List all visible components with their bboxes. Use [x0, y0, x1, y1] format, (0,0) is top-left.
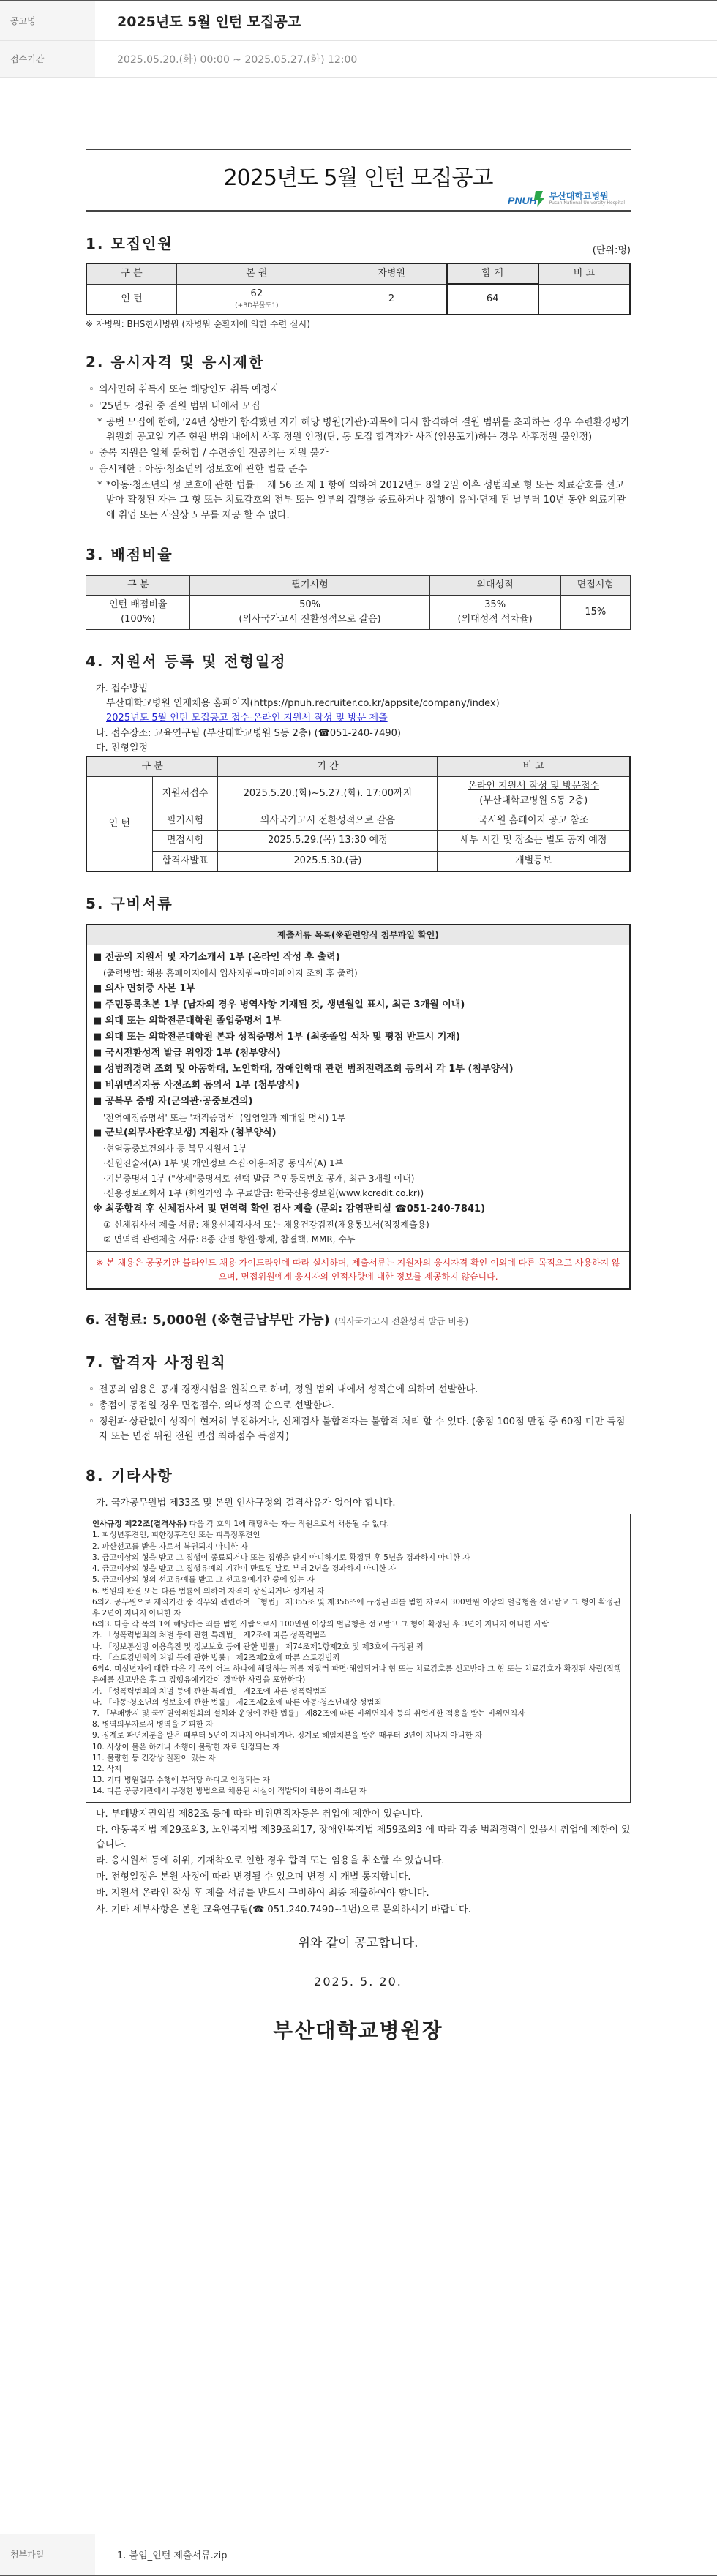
schedule-name: 지원서접수 [152, 776, 218, 811]
selection-item: ◦ 전공의 임용은 공개 경쟁시험을 원칙으로 하며, 정원 범위 내에서 성적순에 의하여 선발한다. [86, 1383, 631, 1397]
law-line: 5. 금고이상의 형의 선고유예를 받고 그 선고유예기간 중에 있는 자 [92, 1575, 315, 1585]
score-written: 50% (의사국가고시 전환성적으로 갈음) [190, 595, 429, 629]
score-interview: 15% [560, 595, 630, 629]
meta-title-row [0, 0, 717, 41]
document-item: ■ 의대 또는 의학전문대학원 졸업증명서 1부 [93, 1015, 282, 1026]
meta-title-label: 공고명 [0, 1, 95, 40]
recruit-footnote: ※ 자병원: BHS한세병원 (자병원 순환제에 의한 수련 실시) [86, 318, 310, 329]
law-line: 4. 금고이상의 형을 받고 그 집행유예의 기간이 만료된 날로 부터 2년을 경과하지 아니한 자 [92, 1564, 397, 1574]
schedule-header: 구 분 [86, 756, 218, 777]
recruit-header: 자병원 [337, 263, 447, 284]
notice-meta [0, 0, 717, 78]
score-row-label: 인턴 배점비율 (100%) [86, 595, 190, 629]
score-header: 필기시험 [190, 575, 429, 595]
notice-date: 2025. 5. 20. [314, 1975, 402, 1989]
law-line: 가. 「성폭력범죄의 처벌 등에 관한 특례법」 제2조에 따른 성폭력범죄 [92, 1686, 328, 1696]
schedule-period: 2025.5.29.(목) 13:30 예정 [218, 831, 438, 851]
recruit-main-cell [177, 284, 337, 315]
section-6-heading: 6. 전형료: 5,000원 (※현금납부만 가능) (의사국가고시 전환성적 발급 비용) [86, 1312, 469, 1328]
law-line: 7. 「부패방지 및 국민권익위원회의 설치와 운영에 관한 법률」 제82조에 따른 비위면직자 등의 취업제한 적용을 받는 비위면직자 [92, 1708, 525, 1718]
recruit-header: 구 분 [86, 263, 177, 284]
law-line: 6의2. 공무원으로 재직기간 중 직무와 관련하여 「형법」 제355조 및 제356조에 규정된 죄를 범한 자로서 300만원 이상의 벌금형을 선고받고 그 형이 확정된 후 2년이 지나지 아니한 자 [92, 1597, 621, 1618]
law-line: 13. 기타 병원업무 수행에 부적당 하다고 인정되는 자 [92, 1776, 270, 1785]
recruit-header: 본 원 [177, 263, 337, 284]
eligibility-item: * *아동·청소년의 성 보호에 관한 법률」 제 56 조 제 1 항에 의하여 2012년도 8월 2일 이후 성범죄로 형 또는 치료감호를 선고 받아 확정된 자는 그 형 또는 치료감호의 전부 또는 일부의 집행을 종료하거나 집행이 유예·면제 된 날부터 10년 동안 의료기관에 취업 또는 사실상 노무를 제공 할 수 없다. [86, 478, 631, 522]
section-1-heading: 1. 모집인원 [86, 235, 173, 252]
schedule-label: 다. 전형일정 [96, 742, 149, 754]
misc-item: 사. 기타 세부사항은 본원 교육연구팀(☎ 051.240.7490~1번)으로 문의하시기 바랍니다. [96, 1904, 471, 1915]
recruit-main: 62 [250, 288, 263, 299]
score-table [86, 575, 631, 630]
document-item: ■ 주민등록초본 1부 (남자의 경우 병역사항 기재된 것, 생년월일 표시, 최근 3개월 이내) [93, 999, 465, 1010]
logo-name-kr: 부산대학교병원 [549, 191, 609, 202]
meta-period-label: 접수기간 [0, 41, 95, 77]
unit-label: (단위:명) [592, 245, 631, 256]
schedule-table [86, 756, 631, 872]
law-line: 11. 불량한 등 건강상 질환이 있는 자 [92, 1753, 216, 1762]
document-item: ■ 국시전환성적 발급 위임장 1부 (첨부양식) [93, 1048, 281, 1059]
eligibility-item: ◦ '25년도 정원 중 결원 범위 내에서 모집 [86, 399, 631, 414]
document-item: (출력방법: 채용 홈페이지에서 입사지원→마이페이지 조회 후 출력) [103, 968, 358, 979]
recruit-total: 64 [447, 284, 538, 315]
section-3-heading: 3. 배점비율 [86, 545, 173, 563]
schedule-period: 의사국가고시 전환성적으로 갈음 [218, 811, 438, 831]
blind-hiring-note: ※ 본 채용은 공공기관 블라인드 채용 가이드라인에 따라 실시하며, 제출서류는 지원자의 응시자격 확인 이외에 다른 목적으로 사용하지 않으며, 면접위원에게 응시자의 인적사항에 대한 정보를 제공하지 않습니다. [87, 1251, 629, 1288]
score-grades: 35% (의대성적 석차율) [429, 595, 560, 629]
meta-attach-label: 첨부파일 [0, 2534, 95, 2575]
score-header: 의대성적 [429, 575, 560, 595]
schedule-note: 개별통보 [438, 851, 630, 871]
eligibility-item: ◦ 중복 지원은 일체 불허함 / 수련중인 전공의는 지원 불가 [86, 446, 631, 461]
selection-list [86, 1383, 631, 1445]
meta-attach-row [0, 2534, 717, 2576]
schedule-name: 필기시험 [152, 811, 218, 831]
selection-item: ◦ 총점이 동점일 경우 면접점수, 의대성적 순으로 선발한다. [86, 1399, 631, 1413]
document-item: '전역예정증명서' 또는 '재직증명서' (입영일과 제대일 명시) 1부 [103, 1112, 346, 1123]
misc-a: 가. 국가공무원법 제33조 및 본원 인사규정의 결격사유가 없어야 합니다. [96, 1498, 396, 1509]
misc-item: 마. 전형일정은 본원 사정에 따라 변경될 수 있으며 변경 시 개별 통지합니다. [96, 1871, 411, 1883]
law-line: 1. 피성년후견인, 피한정후견인 또는 피특정후견인 [92, 1531, 260, 1540]
schedule-name: 면접시험 [152, 831, 218, 851]
schedule-group: 인 턴 [86, 776, 152, 871]
notice-document [86, 149, 631, 2046]
document-item: ※ 최종합격 후 신체검사서 및 면역력 확인 검사 제출 (문의: 감염관리실 ☎051-240-7841) [93, 1203, 486, 1214]
pnuh-logo-icon [508, 189, 546, 209]
law-line: 9. 징계로 파면처분을 받은 때부터 5년이 지나지 아니하거나, 징계로 해임처분을 받은 때부터 3년이 지나지 아니한 자 [92, 1731, 483, 1741]
document-item: ■ 전공의 지원서 및 자기소개서 1부 (온라인 작성 후 출력) [93, 952, 340, 964]
closing-text: 위와 같이 공고합니다. [298, 1935, 418, 1950]
law-line: 14. 다른 공공기관에서 부정한 방법으로 채용된 사실이 적발되어 채용이 취소된 자 [92, 1787, 367, 1796]
attachment-link[interactable]: 1. 붙임_인턴 제출서류.zip [117, 2550, 228, 2561]
score-header: 구 분 [86, 575, 190, 595]
misc-list [86, 1807, 631, 1918]
section-4-heading: 4. 지원서 등록 및 전형일정 [86, 653, 287, 671]
law-line: 2. 파산선고를 받은 자로서 복권되지 아니한 자 [92, 1542, 248, 1551]
selection-item: ◦ 정원과 상관없이 성적이 현저히 부진하거나, 신체검사 불합격자는 불합격 처리 할 수 있다. (총점 100점 만점 중 60점 미만 득점자 또는 면접 위원 전원 면접 최하점수 득점자) [86, 1415, 631, 1444]
notice-content [0, 78, 717, 2534]
law-line: 3. 금고이상의 형을 받고 그 집행이 종료되거나 또는 집행을 받지 아니하기로 확정된 후 5년을 경과하지 아니한 자 [92, 1552, 470, 1562]
law-line: 6. 법원의 판결 또는 다른 법률에 의하여 자격이 상실되거나 정지된 자 [92, 1586, 325, 1596]
law-line: 6의3. 다음 각 목의 1에 해당하는 죄를 범한 사람으로서 100만원 이상의 벌금형을 선고받고 그 형이 확정된 후 3년이 지나지 아니한 사람 [92, 1620, 549, 1629]
document-header [86, 149, 631, 212]
documents-list [87, 945, 629, 1251]
section-2-heading: 2. 응시자격 및 응시제한 [86, 353, 265, 372]
fee-note: (의사국가고시 전환성적 발급 비용) [334, 1315, 469, 1326]
recruit-note [538, 284, 630, 315]
meta-title: 2025년도 5월 인턴 모집공고 [117, 14, 301, 30]
schedule-period: 2025.5.30.(금) [218, 851, 438, 871]
score-header: 면접시험 [560, 575, 630, 595]
recruit-row-label: 인 턴 [86, 284, 177, 315]
recruit-header: 합 계 [447, 263, 538, 284]
eligibility-item: ◦ 의사면허 취득자 또는 해당연도 취득 예정자 [86, 383, 631, 397]
document-item: ·신용정보조회서 1부 (회원가입 후 무료발급: 한국신용정보원(www.kcredit.co.kr)) [103, 1188, 424, 1199]
law-line: 다. 「스토킹범죄의 처벌 등에 관한 법률」 제2조제2호에 따른 스토킹범죄 [92, 1653, 340, 1662]
schedule-period: 2025.5.20.(화)~5.27.(화). 17:00까지 [218, 776, 438, 811]
document-item: ·신원진술서(A) 1부 및 개인정보 수집·이용·제공 동의서(A) 1부 [103, 1158, 344, 1169]
schedule-note: 세부 시간 및 장소는 별도 공지 예정 [438, 831, 630, 851]
schedule-note: 국시원 홈페이지 공고 참조 [438, 811, 630, 831]
law-title: 인사규정 제22조(결격사유) [92, 1520, 187, 1529]
law-line: 6의4. 미성년자에 대한 다음 각 목의 어느 하나에 해당하는 죄를 저질러 파면·해임되거나 형 또는 치료감호를 선고받아 그 형 또는 치료감호가 확정된 사람(집행유예를 선고받은 후 그 집행유예기간이 경과한 사람을 포함한다) [92, 1664, 622, 1685]
meta-period-row [0, 41, 717, 78]
section-5-heading: 5. 구비서류 [86, 894, 173, 912]
law-lines [92, 1530, 624, 1797]
document-item: ■ 성범죄경력 조회 및 아동학대, 노인학대, 장애인학대 관련 범죄전력조회 동의서 각 1부 (첨부양식) [93, 1064, 514, 1075]
logo-mark-text: PNUH [507, 195, 537, 206]
apply-location: 나. 접수장소: 교육연구팀 (부산대학교병원 S동 2층) (☎051-240-7490) [96, 727, 402, 739]
document-item: ② 면역력 관련제출 서류: 8종 간염 항원·항체, 참결핵, MMR, 수두 [103, 1234, 356, 1245]
recruit-header: 비 고 [538, 263, 630, 284]
document-item: ① 신체검사서 제출 서류: 채용신체검사서 또는 채용건강검진(채용통보서(직장제출용) [103, 1219, 429, 1230]
law-line: 8. 병역의무자로서 병역을 기피한 자 [92, 1720, 214, 1730]
misc-item: 바. 지원서 온라인 작성 후 제출 서류를 반드시 구비하여 최종 제출하여야 합니다. [96, 1888, 429, 1899]
section-7-heading: 7. 합격자 사정원칙 [86, 1353, 227, 1371]
logo-name-en: Pusan National University Hospital [549, 200, 625, 206]
apply-method-label: 가. 접수방법 [96, 683, 149, 695]
hospital-logo [508, 189, 625, 209]
document-item: ■ 군보(의무사관후보생) 지원자 (첨부양식) [93, 1127, 277, 1138]
apply-site: 부산대학교병원 인재채용 홈페이지(https://pnuh.recruiter.co.kr/appsite/company/index) [106, 698, 500, 710]
documents-box [86, 924, 631, 1290]
schedule-note: 온라인 지원서 작성 및 방문접수 (부산대학교병원 S동 2층) [438, 776, 630, 811]
document-item: ■ 비위면직자등 사전조회 동의서 1부 (첨부양식) [93, 1080, 299, 1092]
misc-item: 다. 아동복지법 제29조의3, 노인복지법 제39조의17, 장애인복지법 제59조의3 에 따라 각종 범죄경력이 있을시 취업에 제한이 있습니다. [96, 1824, 631, 1850]
section-8-heading: 8. 기타사항 [86, 1467, 173, 1485]
misc-item: 나. 부패방지권익법 제82조 등에 따라 비위면직자등은 취업에 제한이 있습니다. [96, 1808, 424, 1820]
law-line: 나. 「정보통신망 이용촉진 및 정보보호 등에 관한 법률」 제74조제1항제2호 및 제3호에 규정된 죄 [92, 1642, 424, 1651]
eligibility-list [86, 383, 631, 522]
document-item: ·현역공중보건의사 등 복무지원서 1부 [103, 1144, 247, 1154]
law-line: 12. 삭제 [92, 1765, 122, 1774]
law-line: 나. 「아동·청소년의 성보호에 관한 법률」 제2조제2호에 따른 아동·청소년대상 성범죄 [92, 1697, 382, 1707]
document-item: ■ 공복무 증빙 자(군의관·공중보건의) [93, 1096, 253, 1108]
eligibility-item: ◦ 응시제한 : 아동·청소년의 성보호에 관한 법률 준수 [86, 462, 631, 477]
meta-period: 2025.05.20.(화) 00:00 ~ 2025.05.27.(화) 12:00 [117, 53, 358, 66]
recruit-table [86, 263, 631, 315]
recruit-sub-hospital: 2 [337, 284, 447, 315]
schedule-header: 기 간 [218, 756, 438, 777]
document-title: 2025년도 5월 인턴 모집공고 [223, 165, 493, 191]
misc-item: 라. 응시원서 등에 허위, 기재착오로 인한 경우 합격 또는 임용을 취소할 수 있습니다. [96, 1855, 445, 1867]
signature: 부산대학교병원장 [273, 2018, 443, 2043]
schedule-name: 합격자발표 [152, 851, 218, 871]
eligibility-item: * 공번 모집에 한해, '24년 상반기 합격했던 자가 해당 병원(기관)·과목에 다시 합격하여 결원 범위를 초과하는 경우 수련환경평가위원회 공고일 기준 현원 범위 내에서 사후 정원 인정(단, 동 모집 합격자가 사직(임용포기)하는 경우 사후정원 불인정) [86, 416, 631, 445]
disqualification-box [86, 1514, 631, 1802]
document-item: ·기본증명서 1부 ("상세"증명서로 선택 발급 주민등록번호 공개, 최근 3개월 이내) [103, 1173, 415, 1184]
documents-title: 제출서류 목록(※관련양식 첨부파일 확인) [87, 925, 629, 946]
law-line: 가. 「성폭력범죄의 처벌 등에 관한 특례법」 제2조에 따른 성폭력범죄 [92, 1631, 328, 1640]
law-line: 10. 사상이 불온 하거나 소행이 불량한 자로 인정되는 자 [92, 1742, 280, 1751]
law-intro: 다음 각 호의 1에 해당하는 자는 직원으로서 채용될 수 없다. [189, 1520, 389, 1529]
recruit-main-sub: (+BD부물도1) [235, 301, 279, 309]
apply-link[interactable]: 2025년도 5월 인턴 모집공고 접수-온라인 지원서 작성 및 방문 제출 [106, 713, 388, 724]
schedule-header: 비 고 [438, 756, 630, 777]
document-item: ■ 의대 또는 의학전문대학원 본과 성적증명서 1부 (최종졸업 석차 및 평점 반드시 기재) [93, 1032, 460, 1043]
document-item: ■ 의사 면허증 사본 1부 [93, 983, 195, 994]
